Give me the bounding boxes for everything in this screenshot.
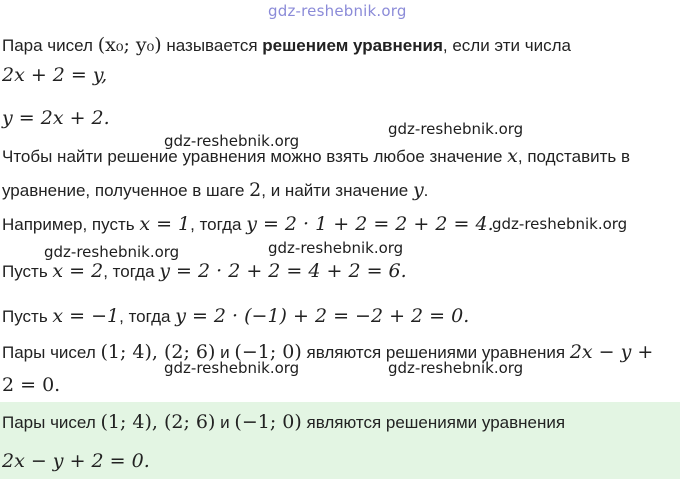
line-instruction <box>2 145 630 168</box>
text-fragment: Пусть <box>2 262 48 281</box>
math-equation: x = −1 <box>52 305 120 327</box>
text-fragment: , подставить в <box>517 147 631 166</box>
watermark: gdz-reshebnik.org <box>164 132 300 150</box>
answer-line-1 <box>2 411 565 434</box>
text-fragment: , если эти числа <box>442 36 571 55</box>
math-equation: 2x − y + <box>569 341 654 363</box>
watermark: gdz-reshebnik.org <box>388 359 524 377</box>
text-fragment: и <box>220 413 230 432</box>
text-fragment: , тогда <box>119 307 171 326</box>
text-fragment: Пары чисел <box>2 343 96 362</box>
math-equation: y = 2 · (−1) + 2 = −2 + 2 = 0. <box>175 305 470 327</box>
line-definition <box>2 34 571 57</box>
watermark: gdz-reshebnik.org <box>44 243 180 261</box>
math-equation: x = 2 <box>52 260 104 282</box>
text-fragment: называется <box>166 36 258 55</box>
line-conclusion <box>2 341 653 364</box>
text-fragment: Пусть <box>2 307 48 326</box>
math-pairs: (1; 4), (2; 6) <box>100 411 216 433</box>
math-var: x <box>507 145 518 167</box>
math-equation: y = 2 · 2 + 2 = 4 + 2 = 6. <box>159 260 407 282</box>
text-fragment: . <box>423 181 429 200</box>
math-equation: x = 1 <box>139 213 191 235</box>
math-equation: y = 2 · 1 + 2 = 2 + 2 = 4. <box>246 213 494 235</box>
math-equation: 2x + 2 = y, <box>2 64 108 86</box>
watermark: gdz-reshebnik.org <box>388 120 524 138</box>
watermark: gdz-reshebnik.org <box>492 215 628 233</box>
math-pair: (−1; 0) <box>234 341 302 363</box>
line-equation-1 <box>2 64 107 87</box>
bold-term: решением уравнения <box>262 36 443 55</box>
text-fragment: являются решениями уравнения <box>306 343 566 362</box>
text-fragment: Пары чисел <box>2 413 96 432</box>
watermark: gdz-reshebnik.org <box>268 239 404 257</box>
text-fragment: Например, пусть <box>2 215 135 234</box>
text-fragment: Чтобы найти решение уравнения можно взять любое значение <box>2 147 503 166</box>
watermark: gdz-reshebnik.org <box>164 359 300 377</box>
watermark-top: gdz-reshebnik.org <box>268 2 407 20</box>
text-fragment: , тогда <box>103 262 155 281</box>
line-example-3 <box>2 305 469 328</box>
line-equation-2 <box>2 107 110 130</box>
line-conclusion-cont <box>2 374 60 397</box>
text-fragment: Пара чисел <box>2 36 93 55</box>
line-example-2 <box>2 260 407 283</box>
text-fragment: уравнение, полученное в шаге <box>2 181 245 200</box>
line-instruction-cont <box>2 179 428 202</box>
math-number: 2 <box>249 179 262 201</box>
text-fragment: и <box>220 343 230 362</box>
text-fragment: , и найти значение <box>261 181 409 200</box>
line-example-1 <box>2 213 494 236</box>
math-equation: 2 = 0. <box>2 374 61 396</box>
text-fragment: , тогда <box>190 215 242 234</box>
math-pairs: (1; 4), (2; 6) <box>100 341 216 363</box>
math-equation: y = 2x + 2. <box>2 107 110 129</box>
math-var: y <box>412 179 424 201</box>
math-pair: (−1; 0) <box>234 411 302 433</box>
answer-line-2 <box>2 450 150 473</box>
math-pair: (x₀; y₀) <box>97 34 162 56</box>
math-equation: 2x − y + 2 = 0. <box>2 450 150 472</box>
text-fragment: являются решениями уравнения <box>306 413 566 432</box>
